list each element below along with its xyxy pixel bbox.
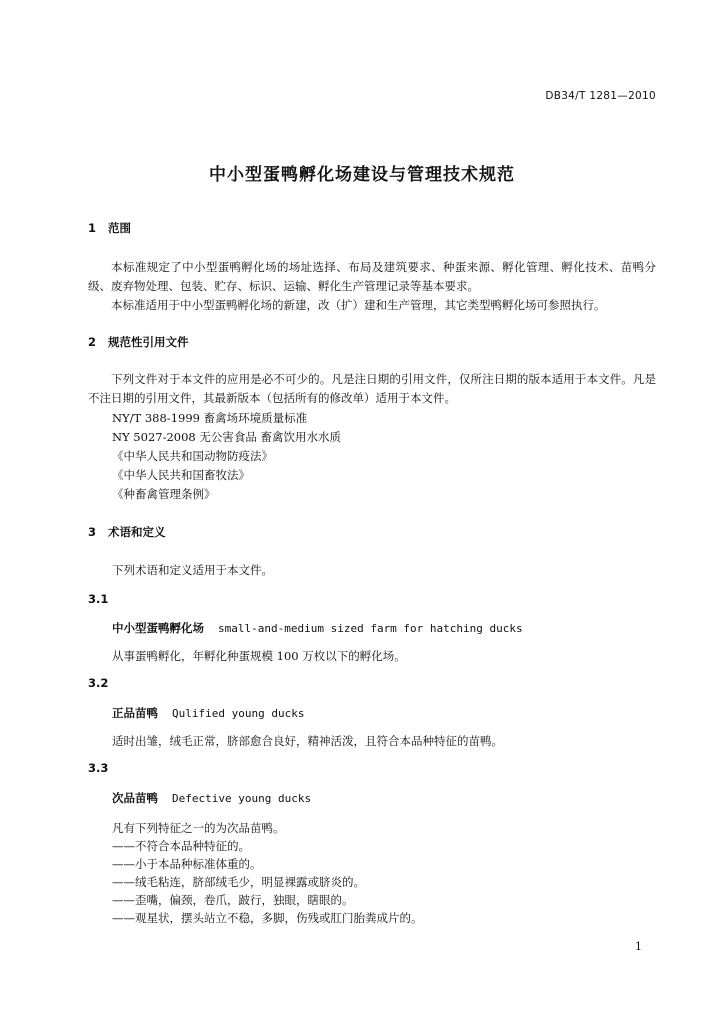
section-number: 3 bbox=[88, 525, 97, 539]
term-heading bbox=[112, 705, 304, 721]
term-en: Qulified young ducks bbox=[172, 707, 305, 720]
term-heading bbox=[112, 790, 311, 806]
section-number: 1 bbox=[88, 221, 97, 235]
list-item: ——观星状，摆头站立不稳，多脚，伤残或肛门胎粪成片的。 bbox=[112, 911, 423, 925]
term-definition: 凡有下列特征之一的为次品苗鸭。 bbox=[112, 821, 285, 835]
section-title: 范围 bbox=[108, 221, 131, 235]
term-zh: 次品苗鸭 bbox=[112, 791, 158, 805]
section-2-heading bbox=[88, 334, 189, 350]
section-1-heading bbox=[88, 220, 131, 236]
section-title: 术语和定义 bbox=[108, 525, 166, 539]
page-number: 1 bbox=[635, 940, 642, 953]
section-1-paragraph-2: 本标准适用于中小型蛋鸭孵化场的新建，改（扩）建和生产管理，其它类型鸭孵化场可参照执行。 bbox=[111, 298, 606, 312]
standard-code: DB34/T 1281—2010 bbox=[545, 90, 656, 102]
term-definition: 从事蛋鸭孵化，年孵化种蛋规模 100 万枚以下的孵化场。 bbox=[112, 649, 406, 663]
section-3-paragraph-1: 下列术语和定义适用于本文件。 bbox=[112, 563, 273, 577]
term-en: small-and-medium sized farm for hatching ducks bbox=[218, 622, 523, 635]
section-3-heading bbox=[88, 524, 166, 540]
term-definition: 适时出雏，绒毛正常，脐部愈合良好，精神活泼，且符合本品种特征的苗鸭。 bbox=[112, 734, 503, 748]
term-number: 3.3 bbox=[88, 761, 109, 775]
section-title: 规范性引用文件 bbox=[108, 335, 189, 349]
term-number: 3.1 bbox=[88, 592, 109, 606]
section-number: 2 bbox=[88, 335, 97, 349]
term-heading bbox=[112, 620, 523, 636]
term-en: Defective young ducks bbox=[172, 792, 312, 805]
list-item: ——小于本品种标准体重的。 bbox=[112, 857, 262, 871]
term-zh: 中小型蛋鸭孵化场 bbox=[112, 621, 204, 635]
reference-item: 《中华人民共和国畜牧法》 bbox=[112, 468, 250, 482]
term-zh: 正品苗鸭 bbox=[112, 706, 158, 720]
term-number: 3.2 bbox=[88, 676, 109, 690]
list-item: ——不符合本品种特征的。 bbox=[112, 839, 250, 853]
document-title: 中小型蛋鸭孵化场建设与管理技术规范 bbox=[209, 165, 515, 185]
section-2-paragraph-1: 下列文件对于本文件的应用是必不可少的。凡是注日期的引用文件，仅所注日期的版本适用于本文件。凡是不注日期的引用文件，其最新版本（包括所有的修改单）适用于本文件。 bbox=[88, 372, 656, 405]
reference-item: NY 5027-2008 无公害食品 畜禽饮用水水质 bbox=[112, 430, 342, 444]
reference-item: 《中华人民共和国动物防疫法》 bbox=[112, 449, 273, 463]
reference-item: 《种畜禽管理条例》 bbox=[112, 487, 216, 501]
section-1-paragraph-1: 本标准规定了中小型蛋鸭孵化场的场址选择、布局及建筑要求、种蛋来源、孵化管理、孵化技术、苗鸭分级、废弃物处理、包装、贮存、标识、运输、孵化生产管理记录等基本要求。 bbox=[88, 260, 656, 293]
list-item: ——歪嘴，偏颈，卷爪，跛行，独眼，瞎眼的。 bbox=[112, 893, 354, 907]
reference-item: NY/T 388-1999 畜禽场环境质量标准 bbox=[112, 411, 308, 425]
list-item: ——绒毛粘连，脐部绒毛少，明显裸露或脐炎的。 bbox=[112, 875, 365, 889]
